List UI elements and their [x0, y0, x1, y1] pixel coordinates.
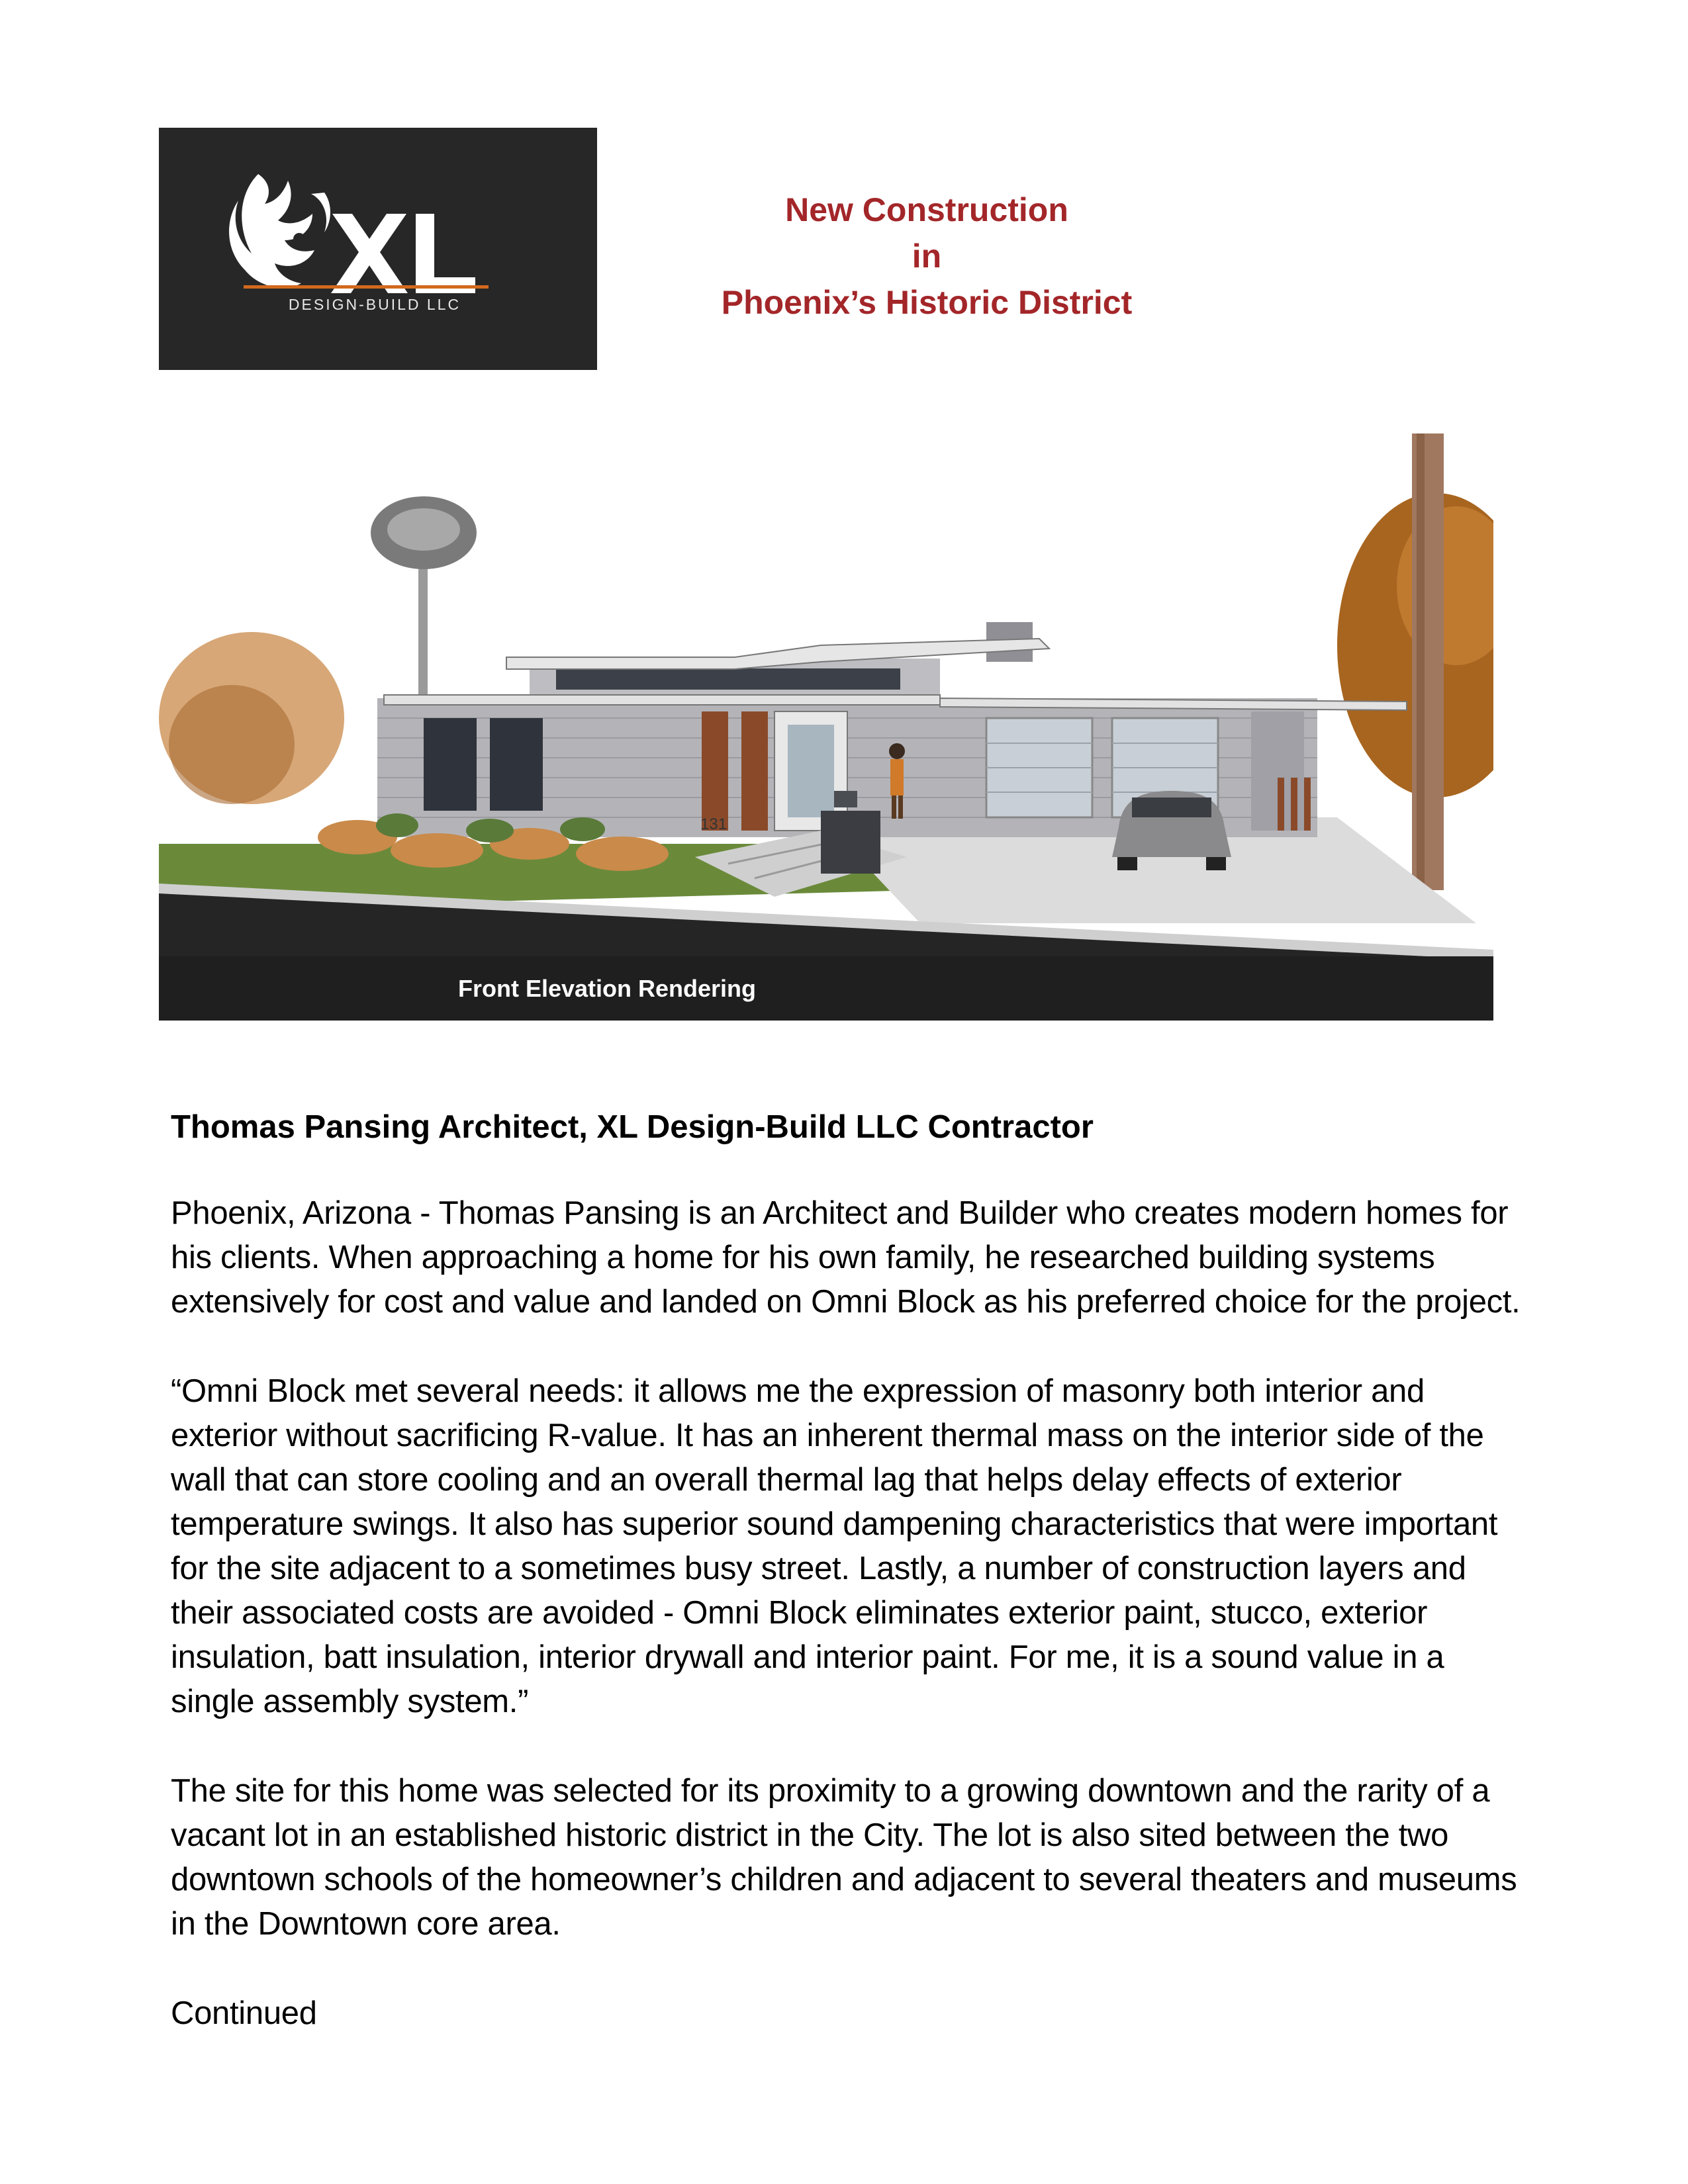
continued-label: Continued — [171, 1995, 317, 2031]
headline-line-1: New Construction — [785, 191, 1068, 228]
article-heading: Thomas Pansing Architect, XL Design-Build LLC Contractor — [171, 1109, 1094, 1145]
company-logo — [159, 128, 597, 370]
phoenix-logo-graphic — [159, 128, 597, 370]
article-paragraph-2: “Omni Block met several needs: it allows me the expression of masonry both interior and exterior without sacrificing R-value. It has an inherent thermal mass on the interior side of the wall that can store cooling and an overall thermal lag that helps delay effects of exterior temperature swings. It also has superior sound dampening characteristics that were important for the site adjacent to a sometimes busy street. Lastly, a number of construction layers and their associated costs are avoided - Omni Block eliminates exterior paint, stucco, exterior insulation, batt insulation, interior drywall and interior paint. For me, it is a sound value in a single assembly system.” — [171, 1373, 1498, 1719]
logo-subtitle: DESIGN-BUILD LLC — [288, 296, 461, 313]
rendering-caption: Front Elevation Rendering — [458, 975, 757, 1002]
headline — [662, 187, 1192, 326]
headline-line-3: Phoenix’s Historic District — [721, 284, 1133, 321]
front-elevation-rendering — [159, 433, 1493, 1021]
article-paragraph-1: Phoenix, Arizona - Thomas Pansing is an Architect and Builder who creates modern homes for his clients. When approaching a home for his own family, he researched building systems extensively for cost and value and landed on Omni Block as his preferred choice for the project. — [171, 1195, 1521, 1320]
article-paragraph-3: The site for this home was selected for its proximity to a growing downtown and the rarity of a vacant lot in an established historic district in the City. The lot is also sited between the two downtown schools of the homeowner’s children and adjacent to several theaters and museums in the Downtown core area. — [171, 1773, 1517, 1942]
house-rendering-illustration — [159, 433, 1493, 1021]
left-tree-icon — [159, 632, 344, 804]
article — [171, 1104, 1528, 2036]
house-number: 131 — [700, 815, 727, 833]
headline-line-2: in — [912, 238, 942, 275]
